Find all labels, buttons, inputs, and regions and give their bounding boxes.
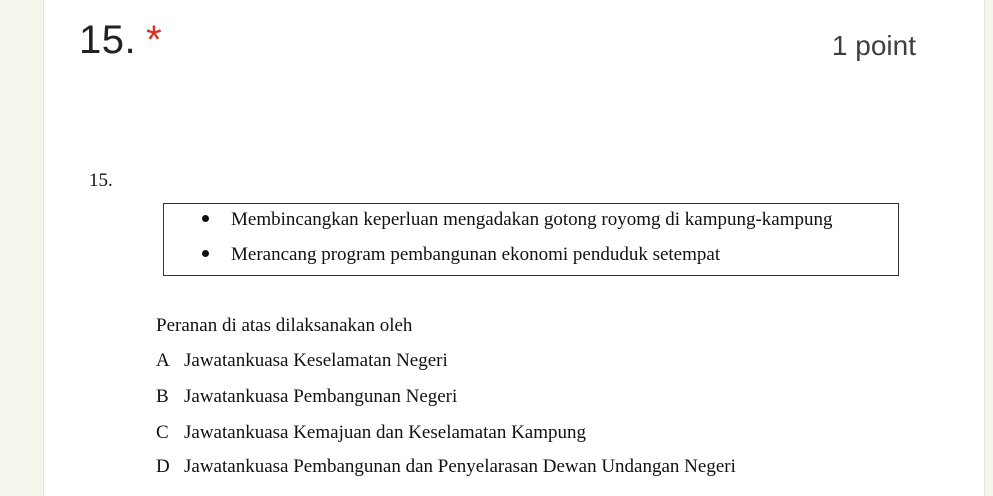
option-text: Jawatankuasa Keselamatan Negeri xyxy=(184,350,448,371)
bullet-item xyxy=(202,209,833,231)
required-asterisk: * xyxy=(146,18,163,62)
bullet-item xyxy=(202,244,720,266)
option-letter: A xyxy=(156,350,170,371)
image-question-number: 15. xyxy=(89,170,113,191)
bullet-text: Membincangkan keperluan mengadakan gotong royomg di kampung-kampung xyxy=(231,209,833,230)
bullet-box xyxy=(163,203,899,276)
option-letter: C xyxy=(156,422,169,443)
bullet-dot-icon xyxy=(202,215,209,222)
bullet-dot-icon xyxy=(202,250,209,257)
option-a xyxy=(156,350,448,372)
option-text: Jawatankuasa Kemajuan dan Keselamatan Kampung xyxy=(184,422,587,443)
option-text: Jawatankuasa Pembangunan Negeri xyxy=(184,386,458,407)
question-image xyxy=(44,150,984,496)
question-card xyxy=(43,0,985,496)
question-number: 15. xyxy=(79,18,137,62)
option-b xyxy=(156,386,457,408)
question-stem: Peranan di atas dilaksanakan oleh xyxy=(156,315,413,336)
option-d xyxy=(156,456,736,478)
option-c xyxy=(156,422,586,444)
option-text: Jawatankuasa Pembangunan dan Penyelarasan Dewan Undangan Negeri xyxy=(184,456,736,477)
question-title xyxy=(79,18,162,63)
points-label: 1 point xyxy=(831,30,916,61)
option-letter: D xyxy=(156,456,170,477)
bullet-text: Merancang program pembangunan ekonomi penduduk setempat xyxy=(231,244,721,265)
option-letter: B xyxy=(156,386,169,407)
